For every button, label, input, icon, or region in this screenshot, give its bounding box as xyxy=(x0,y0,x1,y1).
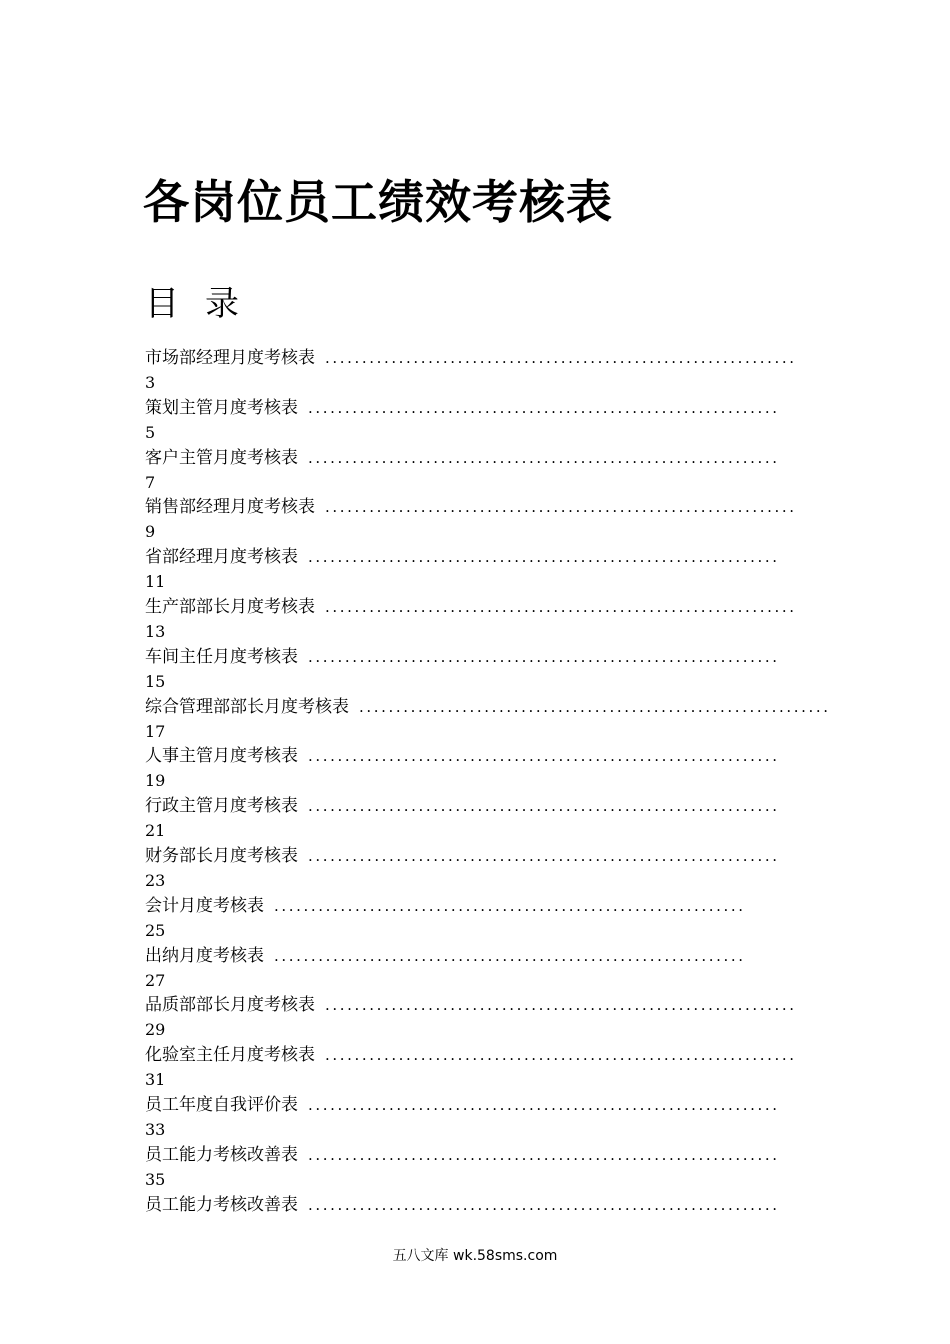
toc-entry-label: 人事主管月度考核表 xyxy=(145,746,298,767)
toc-entry-page-number: 17 xyxy=(145,721,166,741)
toc-entry[interactable] xyxy=(145,645,805,695)
toc-entry-page-number: 19 xyxy=(145,771,166,791)
toc-entry-label: 市场部经理月度考核表 xyxy=(145,348,315,368)
toc-entry-line xyxy=(145,1143,805,1168)
toc-entry-page-number: 23 xyxy=(145,870,166,890)
toc-entry[interactable] xyxy=(145,1093,805,1143)
toc-entry-page-number: 35 xyxy=(145,1169,166,1189)
toc-dot-leader: ................................................................ xyxy=(308,747,780,766)
toc-entry-label: 策划主管月度考核表 xyxy=(145,397,298,418)
toc-entry-line xyxy=(145,894,805,919)
toc-entry[interactable] xyxy=(145,695,831,745)
toc-entry-line xyxy=(145,595,805,620)
toc-dot-leader: ................................................................ xyxy=(308,1195,780,1214)
toc-entry-line xyxy=(145,495,805,520)
toc-entry-label: 销售部经理月度考核表 xyxy=(145,497,315,518)
toc-entry[interactable] xyxy=(145,595,805,645)
toc-entry[interactable] xyxy=(145,1193,805,1243)
toc-entry[interactable] xyxy=(145,993,805,1043)
toc-entry[interactable] xyxy=(145,396,805,446)
toc-dot-leader: ................................................................ xyxy=(325,1046,797,1065)
toc-dot-leader: ................................................................ xyxy=(308,448,780,467)
toc-dot-leader: ................................................................ xyxy=(308,846,780,865)
toc-entry-page-number: 11 xyxy=(145,572,166,592)
toc-entry-label: 化验室主任月度考核表 xyxy=(145,1045,315,1066)
toc-dot-leader: ................................................................ xyxy=(325,349,797,367)
toc-dot-leader: ................................................................ xyxy=(308,797,780,816)
toc-entry[interactable] xyxy=(145,944,805,994)
toc-entry-line xyxy=(145,545,805,570)
document-title: 各岗位员工绩效考核表 xyxy=(143,175,613,229)
toc-entry-line xyxy=(145,794,805,819)
table-of-contents xyxy=(145,346,831,1242)
toc-entry-label: 财务部长月度考核表 xyxy=(145,845,298,866)
toc-entry-page-number: 7 xyxy=(145,472,156,492)
toc-entry-page-number: 13 xyxy=(145,621,166,641)
toc-entry-page-number xyxy=(145,1218,805,1242)
toc-entry-label: 车间主任月度考核表 xyxy=(145,646,298,667)
toc-entry-line xyxy=(145,844,805,869)
toc-entry-label: 省部经理月度考核表 xyxy=(145,547,298,568)
toc-entry-line xyxy=(145,1043,805,1068)
toc-entry-line xyxy=(145,744,805,769)
toc-dot-leader: ................................................................ xyxy=(308,1145,780,1164)
toc-entry-label: 出纳月度考核表 xyxy=(145,945,264,966)
toc-entry-page-number: 21 xyxy=(145,821,166,841)
toc-entry[interactable] xyxy=(145,495,805,545)
toc-entry[interactable] xyxy=(145,744,805,794)
toc-entry-line xyxy=(145,1093,805,1118)
toc-dot-leader: ................................................................ xyxy=(274,896,746,915)
toc-entry-line xyxy=(145,645,805,670)
toc-entry[interactable] xyxy=(145,346,805,396)
toc-entry-label: 综合管理部部长月度考核表 xyxy=(145,696,349,717)
toc-dot-leader: ................................................................ xyxy=(308,647,780,666)
toc-entry[interactable] xyxy=(145,545,805,595)
toc-entry-line xyxy=(145,993,805,1018)
toc-dot-leader: ................................................................ xyxy=(325,597,797,616)
toc-entry-page-number: 31 xyxy=(145,1070,166,1090)
toc-entry[interactable] xyxy=(145,1143,805,1193)
toc-entry-page-number: 15 xyxy=(145,671,166,691)
toc-entry[interactable] xyxy=(145,446,805,496)
toc-entry-page-number: 3 xyxy=(145,373,156,392)
toc-entry-label: 员工能力考核改善表 xyxy=(145,1144,298,1165)
toc-entry-page-number: 33 xyxy=(145,1119,166,1139)
toc-entry[interactable] xyxy=(145,1043,805,1093)
toc-entry-line xyxy=(145,695,831,720)
toc-entry-label: 生产部部长月度考核表 xyxy=(145,596,315,617)
toc-entry[interactable] xyxy=(145,844,805,894)
toc-entry-label: 员工能力考核改善表 xyxy=(145,1194,298,1215)
toc-dot-leader: ................................................................ xyxy=(325,498,797,517)
toc-entry-page-number: 9 xyxy=(145,522,156,542)
toc-entry[interactable] xyxy=(145,894,805,944)
toc-entry-line xyxy=(145,446,805,471)
toc-entry-label: 行政主管月度考核表 xyxy=(145,796,298,817)
toc-entry-label: 品质部部长月度考核表 xyxy=(145,995,315,1016)
toc-dot-leader: ................................................................ xyxy=(308,1095,780,1114)
toc-heading: 目录 xyxy=(145,284,265,324)
toc-entry-line xyxy=(145,944,805,969)
toc-entry-line xyxy=(145,396,805,421)
footer-watermark: 五八文库 wk.58sms.com xyxy=(392,1248,558,1264)
toc-dot-leader: ................................................................ xyxy=(308,398,780,417)
toc-entry-label: 会计月度考核表 xyxy=(145,895,264,916)
toc-dot-leader: ................................................................ xyxy=(359,697,831,716)
toc-entry[interactable] xyxy=(145,794,805,844)
toc-entry-line xyxy=(145,346,805,371)
toc-entry-page-number: 25 xyxy=(145,920,166,940)
toc-entry-page-number: 27 xyxy=(145,970,166,990)
toc-dot-leader: ................................................................ xyxy=(308,548,780,567)
toc-entry-page-number: 29 xyxy=(145,1020,166,1040)
toc-entry-label: 客户主管月度考核表 xyxy=(145,447,298,468)
toc-dot-leader: ................................................................ xyxy=(274,946,746,965)
toc-entry-line xyxy=(145,1193,805,1218)
toc-entry-label: 员工年度自我评价表 xyxy=(145,1094,298,1115)
toc-dot-leader: ................................................................ xyxy=(325,996,797,1015)
toc-entry-page-number: 5 xyxy=(145,422,156,442)
